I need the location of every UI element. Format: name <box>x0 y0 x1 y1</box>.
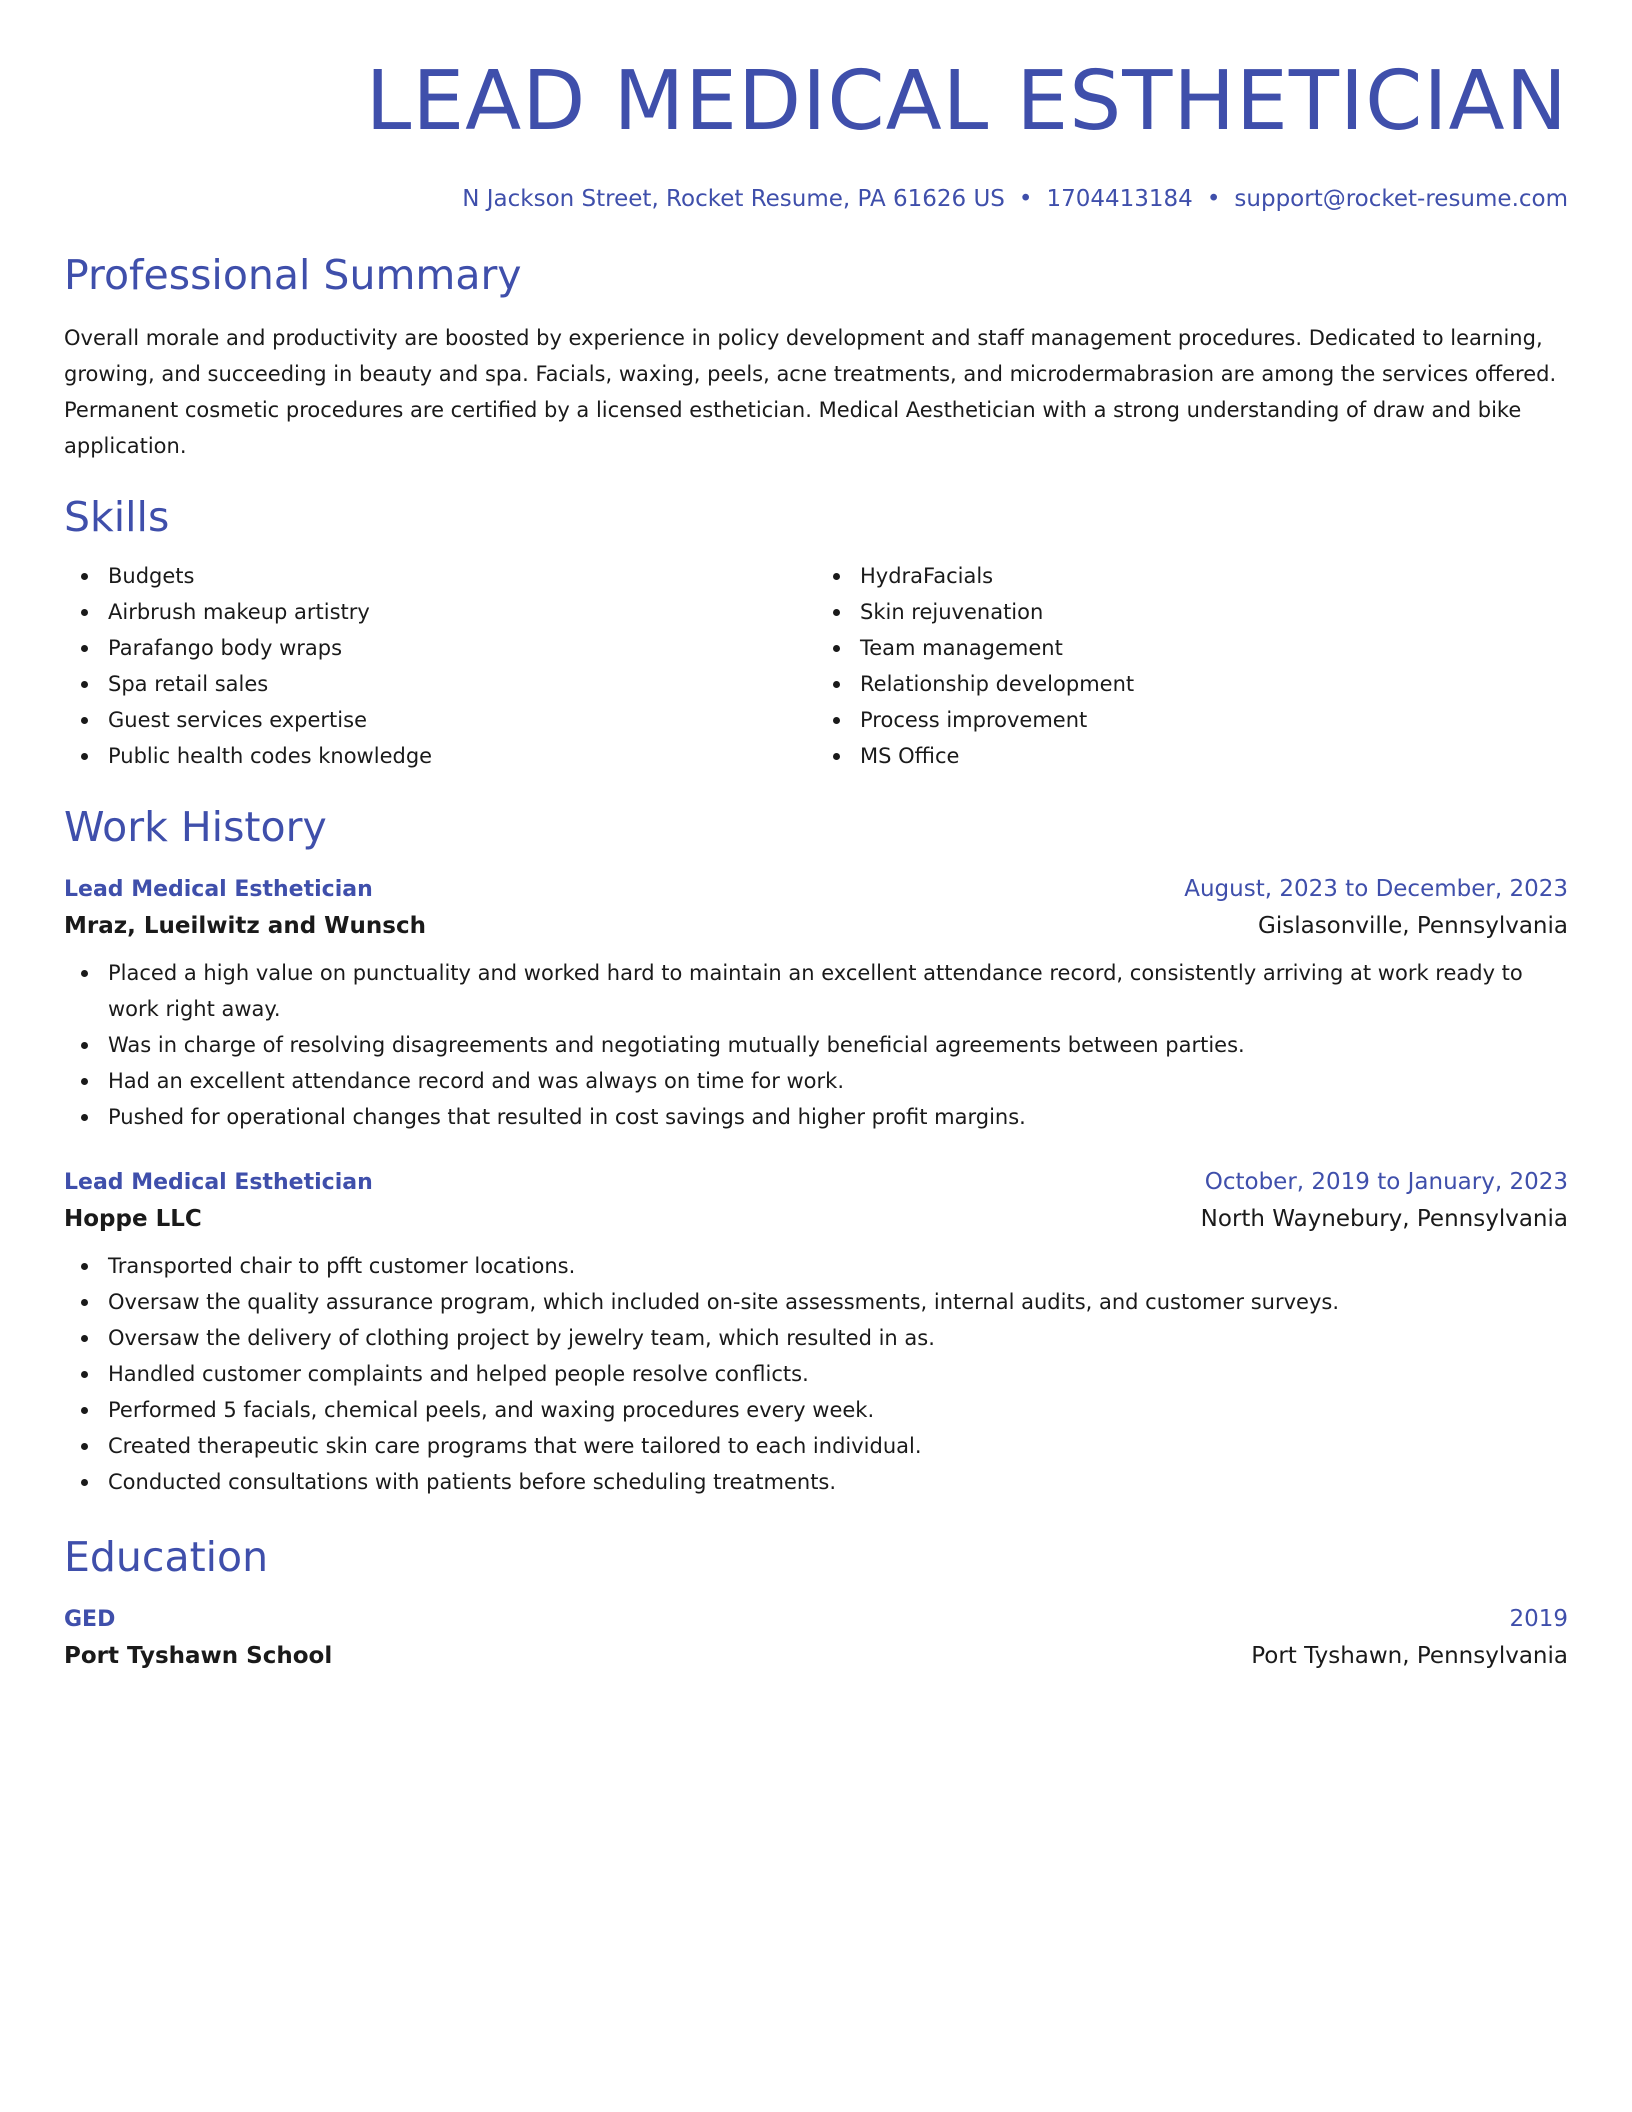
contact-line <box>64 184 1568 214</box>
education-school: Port Tyshawn School <box>64 1643 333 1669</box>
skill-item: MS Office <box>860 738 1568 774</box>
skill-item: HydraFacials <box>860 558 1568 594</box>
skill-item: Skin rejuvenation <box>860 594 1568 630</box>
work-history-heading: Work History <box>64 803 327 851</box>
job-dates: August, 2023 to December, 2023 <box>1184 876 1568 902</box>
job-title-row <box>64 1167 1568 1198</box>
job-company-row <box>64 1204 1568 1234</box>
job-bullets <box>64 955 1568 1135</box>
skills-column-right <box>816 558 1568 774</box>
job-bullet: Placed a high value on punctuality and worked hard to maintain an excellent attendance record, consistently arriving at work ready to work right away. <box>108 955 1568 1027</box>
job-bullet: Conducted consultations with patients before scheduling treatments. <box>108 1464 1568 1500</box>
skill-item: Parafango body wraps <box>108 630 816 666</box>
contact-phone: 1704413184 <box>1046 186 1193 212</box>
education-year: 2019 <box>1509 1606 1568 1632</box>
job-bullet: Pushed for operational changes that resulted in cost savings and higher profit margins. <box>108 1099 1568 1135</box>
job-company-row <box>64 911 1568 941</box>
contact-email: support@rocket-resume.com <box>1234 186 1568 212</box>
education-school-row <box>64 1641 1568 1671</box>
skill-item: Airbrush makeup artistry <box>108 594 816 630</box>
skill-item: Process improvement <box>860 702 1568 738</box>
job-bullet: Created therapeutic skin care programs that were tailored to each individual. <box>108 1428 1568 1464</box>
job-bullets <box>64 1248 1568 1500</box>
education-degree: GED <box>64 1607 116 1632</box>
education-location: Port Tyshawn, Pennsylvania <box>1251 1643 1568 1669</box>
job-bullet: Oversaw the quality assurance program, which included on-site assessments, internal audits, and customer surveys. <box>108 1284 1568 1320</box>
skills-heading: Skills <box>64 493 170 541</box>
skill-item: Public health codes knowledge <box>108 738 816 774</box>
job-dates: October, 2019 to January, 2023 <box>1204 1169 1568 1195</box>
job-role: Lead Medical Esthetician <box>64 1170 373 1195</box>
job-entry <box>64 1167 1568 1500</box>
skill-item: Relationship development <box>860 666 1568 702</box>
job-bullet: Was in charge of resolving disagreements and negotiating mutually beneficial agreements between parties. <box>108 1027 1568 1063</box>
job-bullet: Performed 5 facials, chemical peels, and waxing procedures every week. <box>108 1392 1568 1428</box>
skill-item: Team management <box>860 630 1568 666</box>
skills-grid <box>64 558 1568 774</box>
skill-item: Budgets <box>108 558 816 594</box>
skill-item: Guest services expertise <box>108 702 816 738</box>
job-role: Lead Medical Esthetician <box>64 877 373 902</box>
education-degree-row <box>64 1604 1568 1635</box>
job-location: North Waynebury, Pennsylvania <box>1200 1206 1568 1232</box>
resume-title: LEAD MEDICAL ESTHETICIAN <box>365 54 1568 149</box>
education-entry <box>64 1604 1568 1671</box>
job-bullet: Transported chair to pfft customer locations. <box>108 1248 1568 1284</box>
skills-column-left <box>64 558 816 774</box>
job-bullet: Oversaw the delivery of clothing project by jewelry team, which resulted in as. <box>108 1320 1568 1356</box>
job-company: Hoppe LLC <box>64 1206 202 1232</box>
job-entry <box>64 874 1568 1135</box>
contact-separator: • <box>1018 186 1033 212</box>
education-heading: Education <box>64 1533 269 1581</box>
summary-text: Overall morale and productivity are boosted by experience in policy development and staff management procedures. Dedicated to learning, growing, and succeeding in beauty and spa. Facials, waxing, peels, acne treatments, and microdermabrasion are among the services offered. Permanent cosmetic procedures are certified by a licensed esthetician. Medical Aesthetician with a strong understanding of draw and bike application. <box>64 326 1557 458</box>
contact-separator: • <box>1206 186 1221 212</box>
summary-heading: Professional Summary <box>64 251 522 299</box>
job-company: Mraz, Lueilwitz and Wunsch <box>64 913 426 939</box>
contact-address: N Jackson Street, Rocket Resume, PA 61626 US <box>462 186 1005 212</box>
job-bullet: Handled customer complaints and helped people resolve conflicts. <box>108 1356 1568 1392</box>
job-bullet: Had an excellent attendance record and was always on time for work. <box>108 1063 1568 1099</box>
job-title-row <box>64 874 1568 905</box>
skill-item: Spa retail sales <box>108 666 816 702</box>
job-location: Gislasonville, Pennsylvania <box>1258 913 1568 939</box>
